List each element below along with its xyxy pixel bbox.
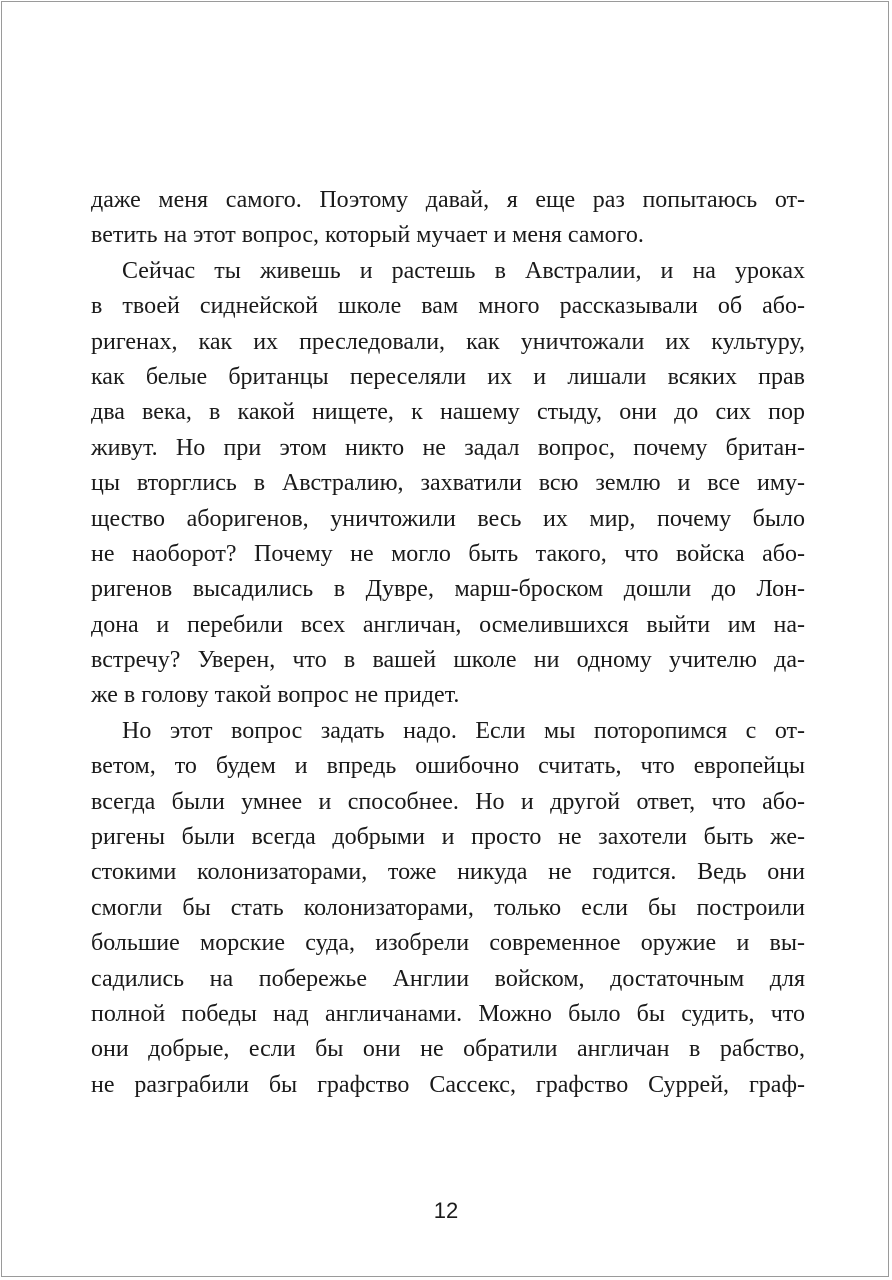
text-line: не наоборот? Почему не могло быть такого, что войска або- [91,540,805,567]
text-line: ветить на этот вопрос, который мучает и меня самого. [91,222,644,249]
text-line: в твоей сиднейской школе вам много рассказывали об або- [91,293,805,320]
text-line: они добрые, если бы они не обратили англичан в рабство, [91,1036,805,1063]
text-line: ригены были всегда добрыми и просто не захотели быть же- [91,824,805,851]
text-line: Но этот вопрос задать надо. Если мы поторопимся с от- [122,717,805,744]
text-line: Сейчас ты живешь и растешь в Австралии, и на уроках [122,257,805,284]
text-line: большие морские суда, изобрели современное оружие и вы- [91,930,805,957]
text-line: смогли бы стать колонизаторами, только если бы построили [91,894,805,921]
text-line: ветом, то будем и впредь ошибочно считать, что европейцы [91,753,805,780]
text-line: всегда были умнее и способнее. Но и другой ответ, что або- [91,788,805,815]
text-line: полной победы над англичанами. Можно было бы судить, что [91,1000,805,1027]
text-line: дона и перебили всех англичан, осмелившихся выйти им на- [91,611,805,638]
book-page [1,1,889,1277]
text-line: как белые британцы переселяли их и лишали всяких прав [91,363,805,390]
text-line: два века, в какой нищете, к нашему стыду, они до сих пор [91,399,805,426]
text-line: встречу? Уверен, что в вашей школе ни одному учителю да- [91,647,805,674]
text-line: щество аборигенов, уничтожили весь их мир, почему было [91,505,805,532]
page-number: 12 [433,1198,459,1223]
text-line: стокими колонизаторами, тоже никуда не годится. Ведь они [91,859,805,886]
text-line: ригенов высадились в Дувре, марш-броском дошли до Лон- [91,576,805,603]
text-line: живут. Но при этом никто не задал вопрос, почему британ- [91,434,805,461]
text-line: цы вторглись в Австралию, захватили всю землю и все иму- [91,470,805,497]
text-line: ригенах, как их преследовали, как уничтожали их культуру, [91,328,805,355]
text-line: же в голову такой вопрос не придет. [91,682,460,709]
text-line: садились на побережье Англии войском, достаточным для [91,965,805,992]
text-line: даже меня самого. Поэтому давай, я еще раз попытаюсь от- [91,187,805,213]
body-text [91,183,805,1103]
text-line: не разграбили бы графство Сассекс, графство Суррей, граф- [91,1071,805,1098]
